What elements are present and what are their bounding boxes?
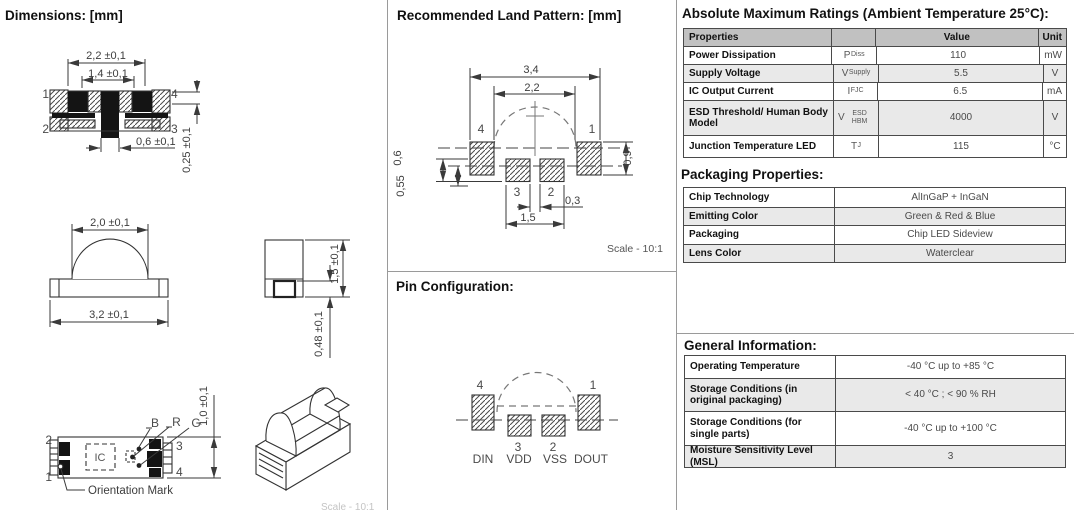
- chip-label-b: B: [150, 416, 160, 430]
- table-row: [684, 64, 1066, 82]
- symbol-cell: V Supply: [833, 65, 878, 82]
- unit-cell: mW: [1039, 47, 1066, 64]
- value-cell: 5.5: [878, 65, 1043, 82]
- bottom-view: [45, 386, 221, 497]
- pin-label: 2: [42, 122, 49, 136]
- pin-number: 3: [514, 440, 522, 454]
- header-properties: Properties: [689, 31, 739, 43]
- pad-1: [577, 142, 601, 175]
- pin-label: 3: [176, 439, 183, 453]
- pin-config-drawing: [387, 271, 676, 510]
- abs-max-title: Absolute Maximum Ratings (Ambient Temperature 25°C):: [682, 6, 1049, 21]
- pin-name-vdd: VDD: [506, 452, 532, 466]
- property-cell: Storage Conditions (for single parts): [690, 417, 802, 440]
- table-row: [684, 46, 1066, 64]
- value-cell: Green & Red & Blue: [834, 208, 1065, 226]
- dim-label: 2,2 ±0,1: [86, 50, 126, 62]
- value-cell: AlInGaP + InGaN: [834, 188, 1065, 207]
- cross-section-view: [42, 50, 200, 173]
- land-pattern-title: Recommended Land Pattern: [mm]: [397, 8, 622, 23]
- column-divider-right: [676, 0, 677, 510]
- pad-3: [508, 415, 531, 436]
- pad-label: 4: [477, 122, 485, 136]
- dim-label: 1,0 ±0,1: [198, 386, 210, 426]
- front-view: [50, 217, 168, 327]
- table-row: [684, 100, 1066, 135]
- dim-label: 2,2: [524, 82, 540, 94]
- table-row: [685, 411, 1065, 445]
- property-cell: Operating Temperature: [690, 361, 800, 373]
- land-pattern-drawing: [387, 30, 676, 270]
- table-row: [684, 244, 1065, 263]
- table-row: [684, 135, 1066, 157]
- value-cell: 110: [876, 47, 1039, 64]
- dim-label: 0,55: [395, 175, 407, 197]
- pin-number: 2: [549, 440, 557, 454]
- dimensions-title: Dimensions: [mm]: [5, 8, 123, 23]
- value-cell: 6.5: [877, 83, 1042, 100]
- chip-green: [137, 463, 142, 468]
- unit-cell: V: [1043, 65, 1066, 82]
- dim-label: 0,3: [565, 195, 581, 207]
- property-cell: Moisture Sensitivity Level (MSL): [690, 445, 813, 468]
- property-cell: Power Dissipation: [689, 49, 776, 61]
- pin-label: 1: [42, 87, 49, 101]
- pin-name-din: DIN: [472, 452, 494, 466]
- dimensions-drawings: [0, 30, 387, 510]
- chip-label-r: R: [172, 415, 181, 429]
- abs-max-table: [683, 28, 1067, 158]
- property-cell: ESD Threshold/ Human Body Model: [689, 106, 828, 129]
- property-cell: IC Output Current: [689, 85, 774, 97]
- orientation-label: Orientation Mark: [88, 485, 174, 497]
- pad-label: 2: [547, 185, 555, 199]
- symbol-cell: I FJC: [833, 83, 878, 100]
- pad-4: [470, 142, 494, 175]
- value-cell: Waterclear: [834, 245, 1065, 263]
- packaging-title: Packaging Properties:: [681, 167, 824, 182]
- property-cell: Junction Temperature LED: [689, 140, 817, 152]
- table-row: [684, 82, 1066, 100]
- pin-name-vss: VSS: [542, 452, 568, 466]
- pad-3: [506, 159, 530, 182]
- property-cell: Packaging: [689, 229, 740, 240]
- table-row: [684, 207, 1065, 226]
- property-cell: Storage Conditions (in original packaging): [690, 383, 798, 406]
- pad-label: 3: [513, 185, 521, 199]
- value-cell: < 40 °C ; < 90 % RH: [835, 379, 1065, 411]
- pin-label: 4: [176, 465, 183, 479]
- right-section-divider: [677, 333, 1074, 334]
- unit-cell: °C: [1043, 136, 1066, 157]
- pad-4: [472, 395, 494, 430]
- table-row: [685, 378, 1065, 411]
- property-cell: Supply Voltage: [689, 67, 761, 79]
- property-cell: Chip Technology: [689, 191, 770, 203]
- pad-2: [540, 159, 564, 182]
- value-cell: Chip LED Sideview: [834, 226, 1065, 244]
- value-cell: -40 °C up to +100 °C: [835, 412, 1065, 445]
- pin-label: 2: [45, 433, 52, 447]
- header-unit: Unit: [1038, 29, 1066, 46]
- value-cell: 3: [835, 446, 1065, 467]
- table-row: [684, 188, 1065, 207]
- dim-label: 2,0 ±0,1: [90, 217, 130, 229]
- dim-label: 1,5: [520, 212, 536, 224]
- orientation-mark: [58, 464, 63, 469]
- pin-label: 1: [45, 470, 52, 484]
- pad-label: 1: [588, 122, 596, 136]
- dim-label: 0,6 ±0,1: [136, 136, 176, 148]
- pin-number: 1: [589, 378, 597, 392]
- dim-label: 0,48 ±0,1: [313, 311, 325, 357]
- side-view: [265, 240, 350, 358]
- packaging-table: [683, 187, 1066, 263]
- header-value: Value: [875, 29, 1037, 46]
- chip-label-g: G: [191, 416, 201, 430]
- value-cell: 4000: [878, 101, 1043, 135]
- dim-label: 0,9: [622, 150, 634, 166]
- dim-label: 0,6: [392, 150, 404, 166]
- symbol-cell: V ESD HBM: [833, 101, 878, 135]
- dim-label: 1,5 ±0,1: [329, 244, 341, 284]
- property-cell: Lens Color: [689, 247, 742, 259]
- pin-label: 3: [171, 122, 178, 136]
- dim-label: 0,25 ±0,1: [181, 127, 193, 173]
- property-cell: Emitting Color: [689, 210, 758, 222]
- pin-number: 4: [476, 378, 484, 392]
- general-info-table: [684, 355, 1066, 468]
- land-pattern-scale-note: Scale - 10:1: [606, 243, 663, 255]
- unit-cell: mA: [1042, 83, 1066, 100]
- dimensions-scale-note: Scale - 10:1: [321, 502, 375, 510]
- pad-1: [578, 395, 600, 430]
- general-info-title: General Information:: [684, 338, 817, 353]
- pin-name-dout: DOUT: [574, 452, 608, 466]
- value-cell: -40 °C up to +85 °C: [835, 356, 1065, 378]
- pin-config-title: Pin Configuration:: [396, 279, 514, 294]
- lens-dome: [72, 239, 148, 279]
- perspective-view: [256, 388, 350, 490]
- header-symbol: [831, 29, 875, 46]
- pad-2: [542, 415, 565, 436]
- ic-label: IC: [94, 452, 106, 464]
- symbol-cell: P Diss: [831, 47, 876, 64]
- table-row: [685, 356, 1065, 378]
- value-cell: 115: [878, 136, 1043, 157]
- symbol-cell: T J: [833, 136, 878, 157]
- dim-label: 3,2 ±0,1: [89, 309, 129, 321]
- pin-label: 4: [171, 87, 178, 101]
- table-row: [684, 225, 1065, 244]
- unit-cell: V: [1043, 101, 1066, 135]
- dim-label: 1,4 ±0,1: [88, 68, 128, 80]
- table-row: [685, 445, 1065, 467]
- dim-label: 3,4: [523, 64, 539, 76]
